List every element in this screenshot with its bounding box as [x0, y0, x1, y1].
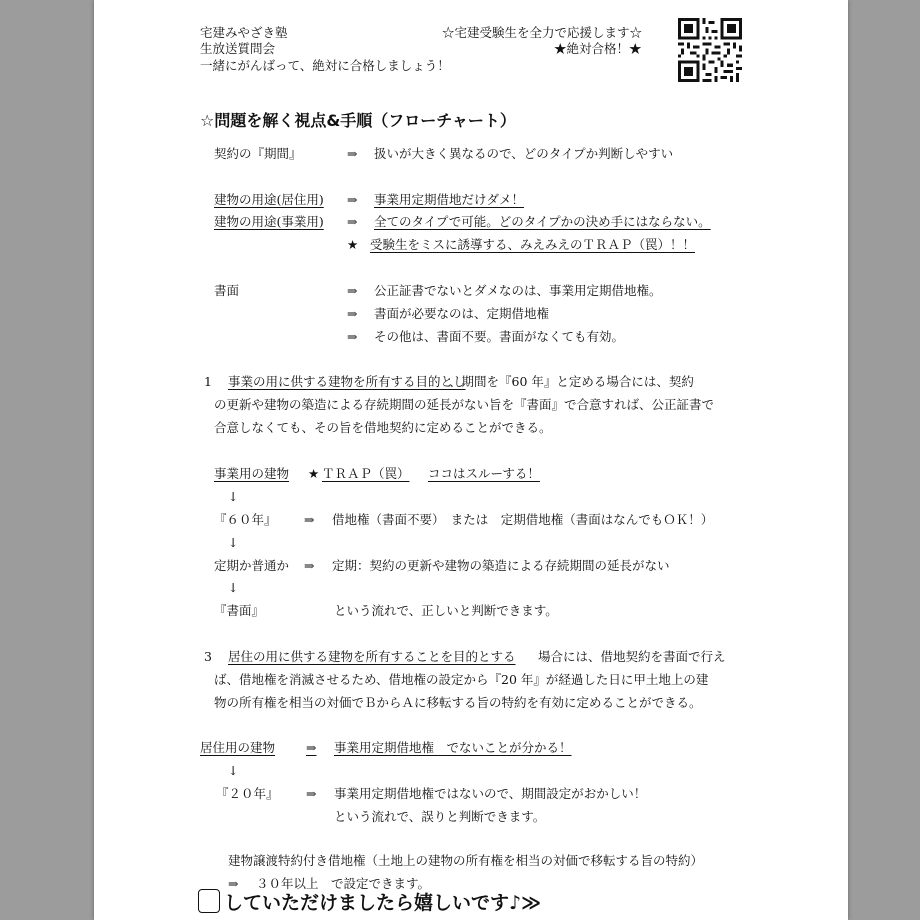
flow1-step4-label: 『書面』 [214, 603, 265, 618]
key-document-label: 書面 [214, 283, 240, 298]
arrow-icon: ⇒ [306, 786, 317, 801]
question-3-number: 3 [204, 649, 212, 664]
flow2-start: 居住用の建物 [200, 740, 276, 755]
flow2-step2-text: 事業用定期借地権ではないので、期間設定がおかしい！ [334, 786, 647, 801]
arrow-icon: ⇒ [304, 512, 315, 527]
key-business-text: 全てのタイプで可能。どのタイプかの決め手にはならない。 [374, 214, 711, 229]
down-arrow-icon: ↓ [228, 535, 239, 550]
key-residential-label: 建物の用途(居住用) [214, 192, 324, 207]
header-subtitle: 生放送質問会 [200, 41, 276, 56]
note-line-2: ３０年以上 で設定できます。 [256, 876, 431, 891]
down-arrow-icon: ↓ [228, 580, 239, 595]
arrow-icon: ⇒ [347, 146, 358, 161]
flow1-step2-text: 借地権（書面不要） または 定期借地権（書面はなんでもＯＫ！） [332, 512, 714, 527]
header-pass-text: ★絶対合格！★ [554, 41, 642, 56]
flow1-step3-label: 定期か普通か [214, 558, 290, 573]
question-1-line-2: の更新や建物の築造による存続期間の延長がない旨を『書面』で合意すれば、公正証書で [214, 397, 715, 412]
key-period-text: 扱いが大きく異なるので、どのタイプか判断しやすい [374, 146, 674, 161]
header-support-text: ☆宅建受験生を全力で応援します☆ [442, 25, 643, 40]
key-period-label: 契約の『期間』 [214, 146, 302, 161]
key-business-label: 建物の用途(事業用) [214, 214, 324, 229]
flow1-skip: ココはスルーする！ [428, 466, 540, 481]
header-school-name: 宅建みやざき塾 [200, 25, 288, 40]
like-banner-text: していただけましたら嬉しいです♪≫ [224, 892, 542, 914]
document-page [94, 0, 848, 920]
flow1-step2-label: 『６０年』 [214, 512, 277, 527]
flow2-step2-label: 『２０年』 [216, 786, 279, 801]
flow1-step4-text: という流れで、正しいと判断できます。 [334, 603, 558, 618]
question-1-underlined: 事業の用に供する建物を所有する目的とし [228, 374, 466, 389]
flow1-start: 事業用の建物 [214, 466, 290, 481]
key-residential-text: 事業用定期借地だけダメ！ [374, 192, 525, 207]
header-message: 一緒にがんばって、絶対に合格しましょう！ [200, 58, 450, 73]
thumbs-up-icon [198, 889, 220, 913]
key-document-line-1: 公正証書でないとダメなのは、事業用定期借地権。 [374, 283, 662, 298]
down-arrow-icon: ↓ [228, 489, 239, 504]
key-document-line-3: その他は、書面不要。書面がなくても有効。 [374, 329, 625, 344]
question-3-line-1: 場合には、借地契約を書面で行え [538, 649, 726, 664]
arrow-icon: ⇒ [306, 740, 317, 755]
flow2-result: 事業用定期借地権 でないことが分かる！ [334, 740, 572, 755]
arrow-icon: ⇒ [347, 214, 358, 229]
star-icon: ★ [308, 466, 320, 481]
flow1-trap: ＴＲＡＰ（罠） [322, 466, 410, 481]
key-trap-text: 受験生をミスに誘導する、みえみえのＴＲＡＰ（罠）！！ [370, 237, 696, 252]
note-line-1: 建物譲渡特約付き借地権（土地上の建物の所有権を相当の対価で移転する旨の特約） [228, 853, 704, 868]
key-document-line-2: 書面が必要なのは、定期借地権 [374, 306, 550, 321]
question-1-line-3: 合意しなくても、その旨を借地契約に定めることができる。 [214, 420, 552, 435]
flow2-step2-conclusion: という流れで、誤りと判断できます。 [334, 809, 546, 824]
question-3-underlined: 居住の用に供する建物を所有することを目的とする [228, 649, 516, 664]
down-arrow-icon: ↓ [228, 763, 239, 778]
page-title: ☆問題を解く視点&手順（フローチャート） [200, 111, 516, 130]
arrow-icon: ⇒ [347, 329, 358, 344]
like-banner [198, 888, 541, 915]
arrow-icon: ⇒ [347, 283, 358, 298]
question-3-line-2: ば、借地権を消滅させるため、借地権の設定から『20 年』が経過した日に甲土地上の建 [214, 672, 709, 687]
arrow-icon: ⇒ [347, 192, 358, 207]
qr-code-icon[interactable] [678, 18, 742, 82]
note-arrow-icon: ⇒ [228, 876, 239, 891]
question-3-line-3: 物の所有権を相当の対価でＢからＡに移転する旨の特約を有効に定めることができる。 [214, 695, 702, 710]
question-1-number: 1 [204, 374, 212, 389]
arrow-icon: ⇒ [347, 306, 358, 321]
question-1-line-1: 、期間を『60 年』と定める場合には、契約 [449, 374, 694, 389]
flow1-step3-text: 定期：契約の更新や建物の築造による存続期間の延長がない [332, 558, 670, 573]
star-icon: ★ [347, 237, 359, 252]
arrow-icon: ⇒ [304, 558, 315, 573]
